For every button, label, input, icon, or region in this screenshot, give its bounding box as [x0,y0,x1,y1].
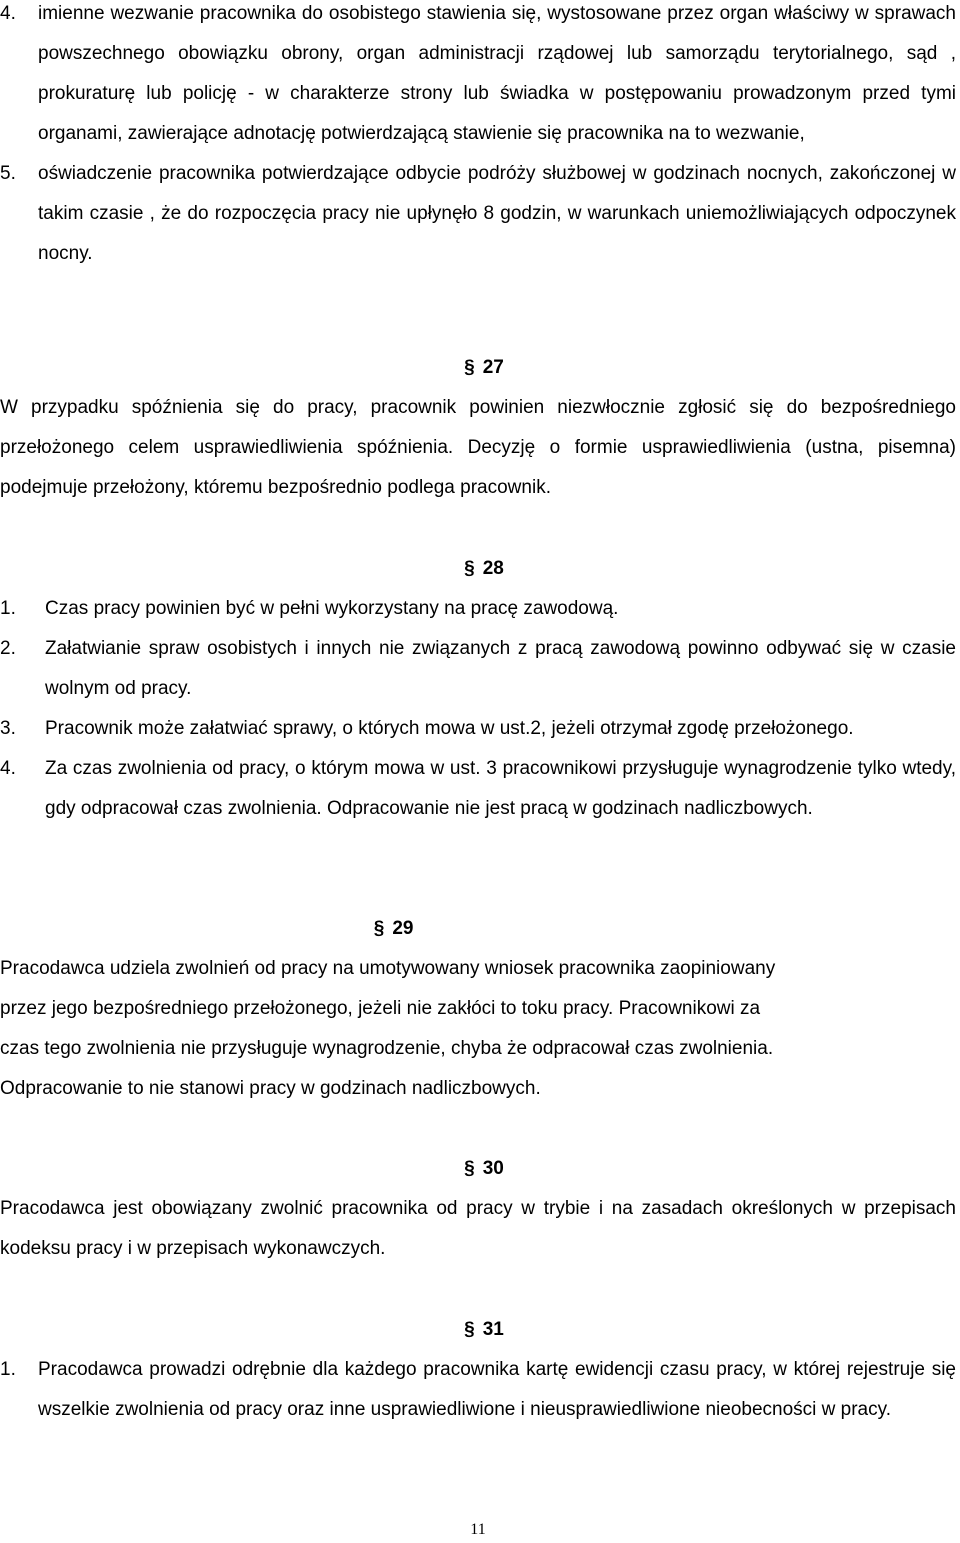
list-item [0,749,956,829]
list-item [0,1350,956,1430]
paragraph-line: czas tego zwolnienia nie przysługuje wynagrodzenie, chyba że odpracował czas zwolnienia. [0,1038,774,1059]
list-item [0,154,956,274]
section-sign: § [464,1158,475,1179]
section-paragraph [0,949,775,1109]
section-heading [0,348,956,388]
list-item-text: Pracodawca prowadzi odrębnie dla każdego pracownika kartę ewidencji czasu pracy, w której rejestruje się wszelkie zwolnienia od pracy oraz inne usprawiedliwione i nieusprawiedliwione nieobecności w pracy. [38,1359,956,1420]
section-number: 28 [482,558,504,579]
list-item [0,0,956,154]
list-item [0,589,956,629]
list-item-number: 4. [0,3,16,24]
section-heading [0,549,956,589]
section-sign: § [464,1319,475,1340]
list-item-text: oświadczenie pracownika potwierdzające odbycie podróży służbowej w godzinach nocnych, zakończonej w takim czasie , że do rozpoczęcia pracy nie upłynęło 8 godzin, w warunkach uniemożliwiających odpoczynek nocny. [38,163,956,264]
list-item-text: Za czas zwolnienia od pracy, o którym mowa w ust. 3 pracownikowi przysługuje wynagrodzenie tylko wtedy, gdy odpracował czas zwolnienia. Odpracowanie nie jest pracą w godzinach nadliczbowych. [45,758,956,819]
list-item [0,629,956,709]
section-28 [0,549,956,829]
list-item-text: imienne wezwanie pracownika do osobistego stawienia się, wystosowane przez organ właściwy w sprawach powszechnego obowiązku obrony, organ administracji rządowej lub samorządu terytorialnego, sąd , prokuraturę lub policję - w charakterze strony lub świadka w postępowaniu prowadzonym przed tymi organami, zawierające adnotację potwierdzającą stawienie się pracownika na to wezwanie, [38,3,956,144]
paragraph-line: przez jego bezpośredniego przełożonego, jeżeli nie zakłóci to toku pracy. Pracownikowi za [0,998,761,1019]
section-heading [0,1149,956,1189]
list-item-number: 5. [0,163,16,184]
section-number: 27 [482,357,504,378]
section-number: 29 [392,918,414,939]
section-list [0,589,956,829]
section-paragraph: Pracodawca jest obowiązany zwolnić pracownika od pracy w trybie i na zasadach określonych w przepisach kodeksu pracy i w przepisach wykonawczych. [0,1198,956,1259]
page-number: 11 [470,1521,486,1538]
list-item-number: 1. [0,1359,16,1380]
list-item [0,709,956,749]
section-31 [0,1310,956,1430]
section-heading [0,1310,956,1350]
paragraph-line: Pracodawca udziela zwolnień od pracy na umotywowany wniosek pracownika zaopiniowany [0,958,776,979]
section-27 [0,348,956,508]
list-item-number: 1. [0,598,16,619]
section-29 [0,909,775,1109]
list-item-number: 3. [0,718,16,739]
section-list [0,1350,956,1430]
section-sign: § [464,558,475,579]
section-30 [0,1149,956,1269]
list-item-text: Czas pracy powinien być w pełni wykorzystany na pracę zawodową. [45,598,619,619]
section-heading [0,909,775,949]
list-item-text: Załatwianie spraw osobistych i innych nie związanych z pracą zawodową powinno odbywać się w czasie wolnym od pracy. [45,638,956,699]
section-number: 31 [482,1319,504,1340]
list-item-number: 2. [0,638,16,659]
paragraph-line: Odpracowanie to nie stanowi pracy w godzinach nadliczbowych. [0,1078,541,1099]
continued-list [0,0,956,274]
section-sign: § [373,918,385,939]
section-sign: § [464,357,475,378]
list-item-text: Pracownik może załatwiać sprawy, o których mowa w ust.2, jeżeli otrzymał zgodę przełożonego. [45,718,854,739]
section-number: 30 [482,1158,504,1179]
list-item-number: 4. [0,758,16,779]
section-paragraph: W przypadku spóźnienia się do pracy, pracownik powinien niezwłocznie zgłosić się do bezpośredniego przełożonego celem usprawiedliwienia spóźnienia. Decyzję o formie usprawiedliwienia (ustna, pisemna) podejmuje przełożony, któremu bezpośrednio podlega pracownik. [0,397,956,498]
